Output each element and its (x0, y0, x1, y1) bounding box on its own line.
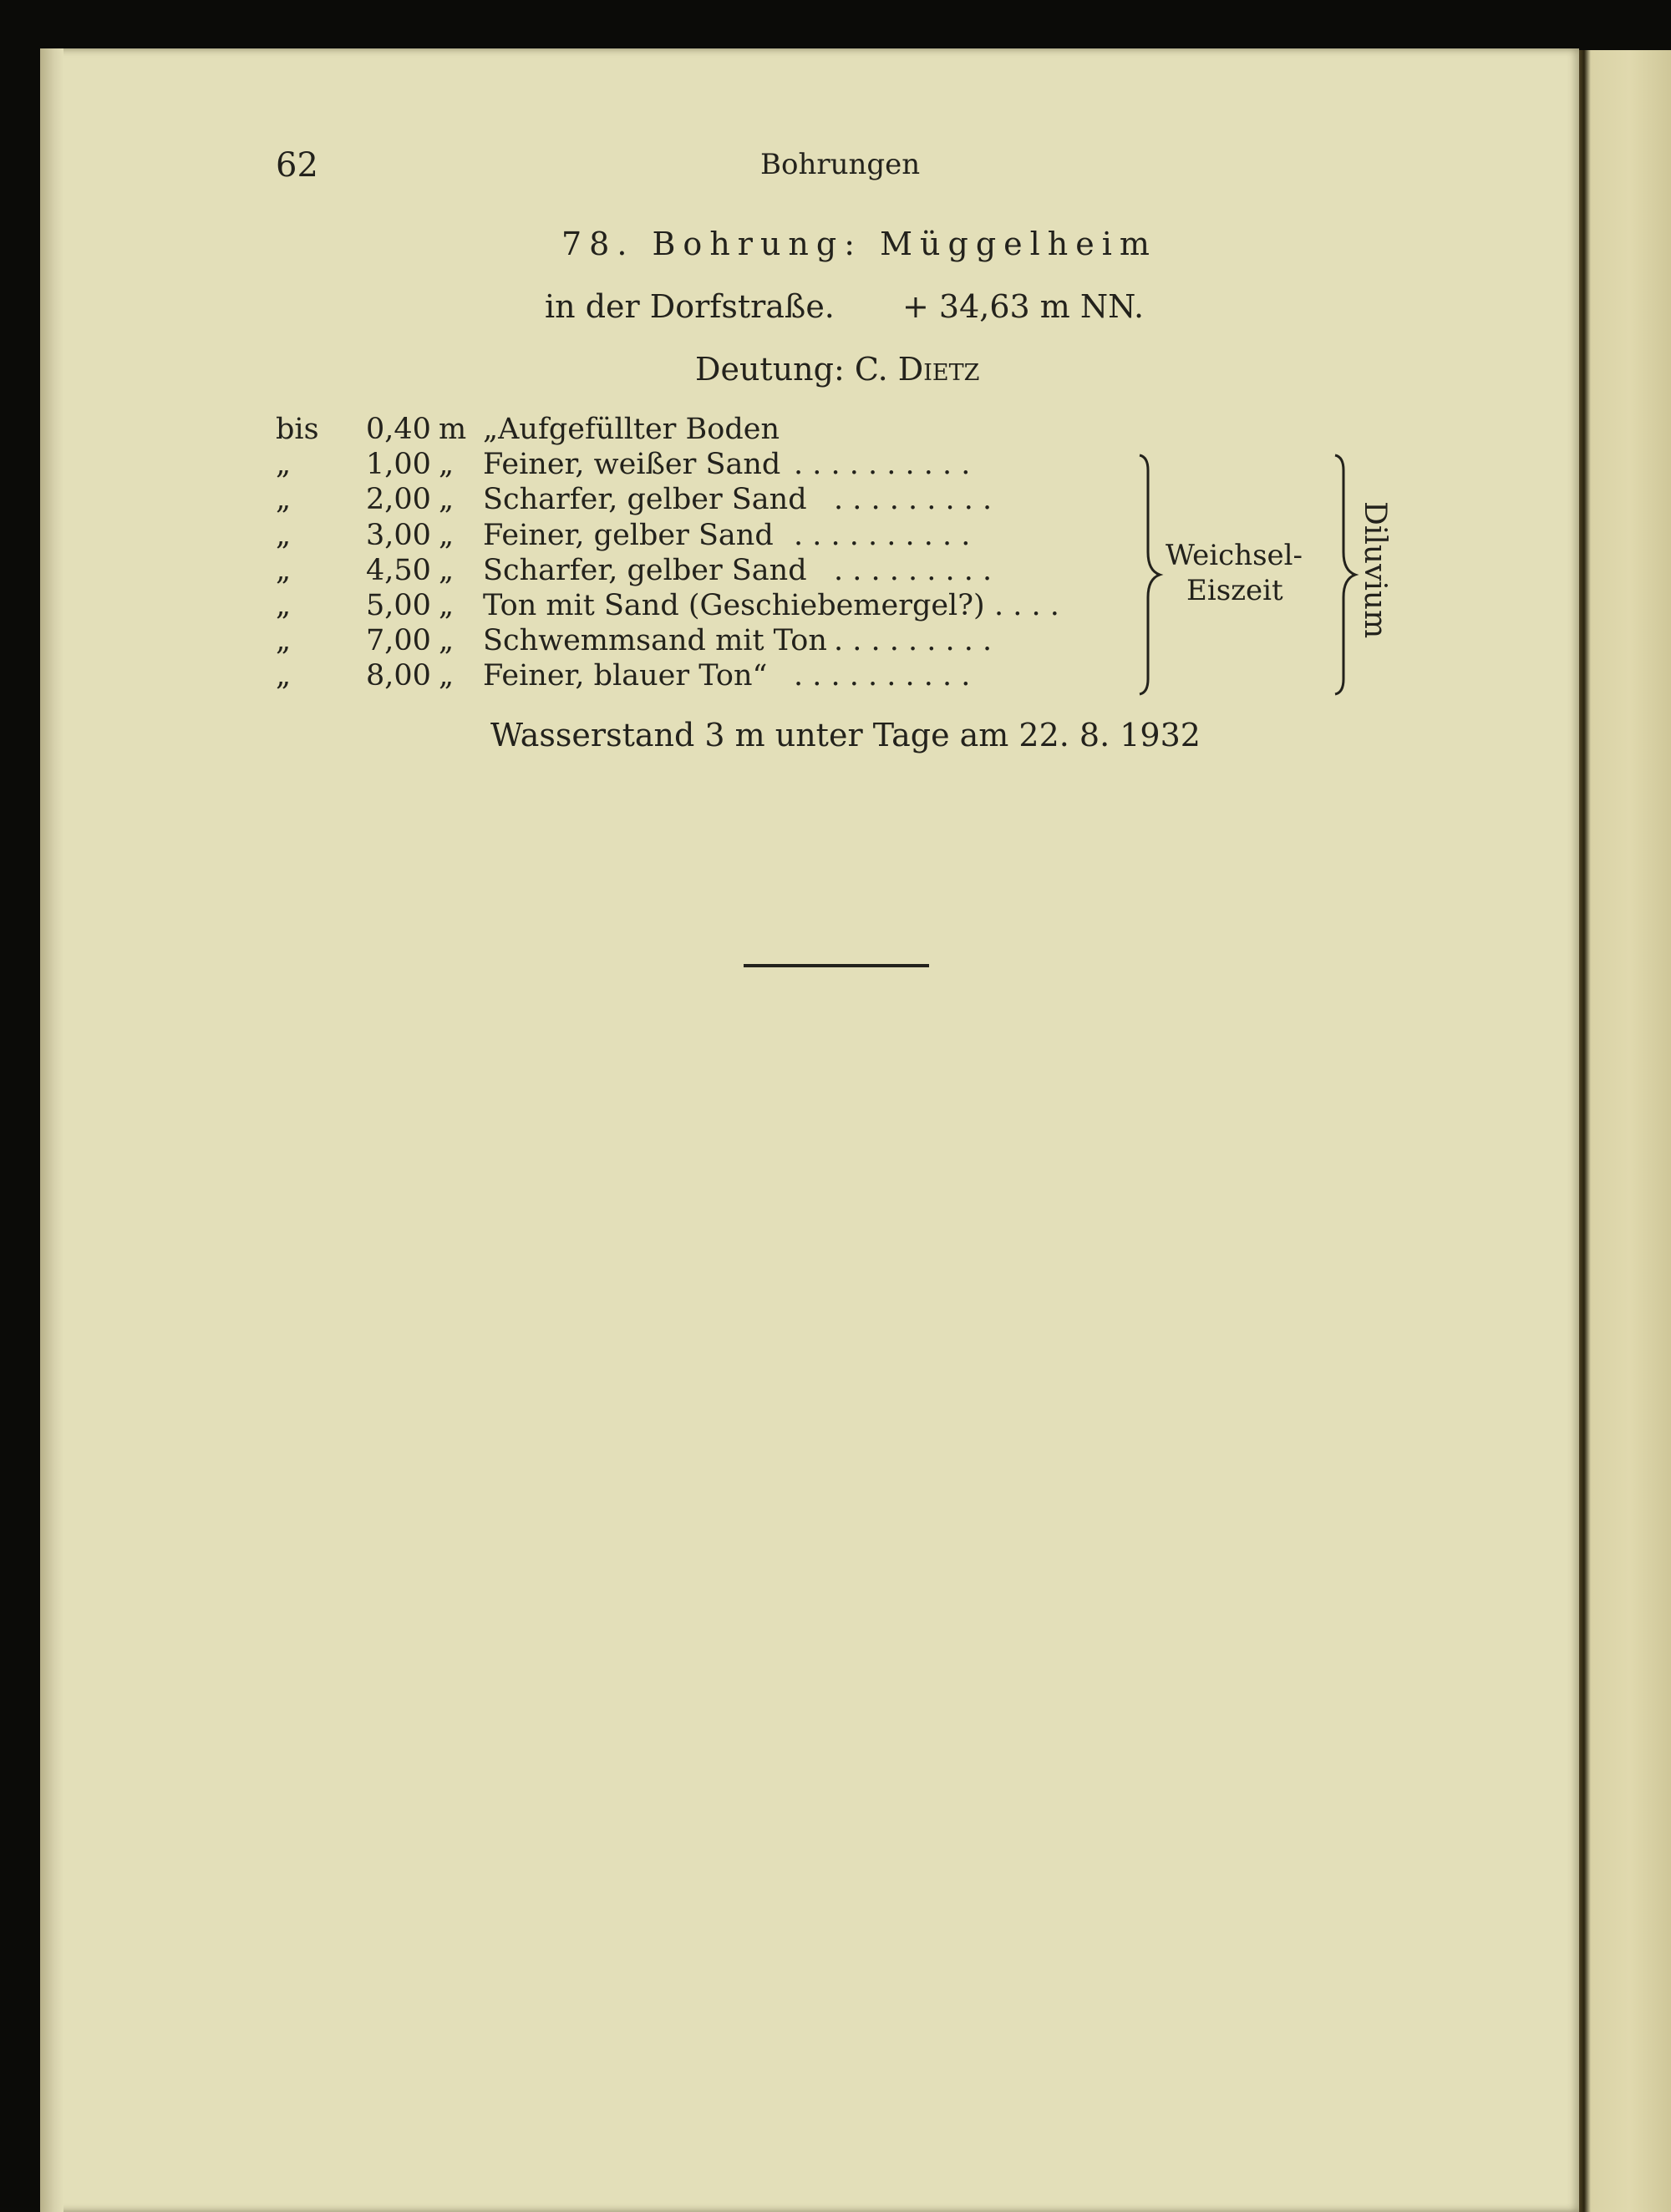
borehole-elevation: + 34,63 m NN. (902, 288, 1145, 325)
interpretation-label: Deutung: (695, 351, 845, 388)
leader-dots: . . . . . . . . . . (794, 659, 971, 693)
leader-dots: . . . . . . . . . . (794, 518, 971, 552)
layer-description: Scharfer, gelber Sand (483, 483, 807, 517)
depth-value: 3,00 (366, 518, 431, 552)
leader-dots: . . . . . . . . . (834, 483, 993, 517)
depth-value: 4,50 (366, 553, 431, 587)
stratigraphy-brace (1136, 454, 1170, 696)
period-label: Diluvium (1358, 501, 1392, 639)
depth-prefix: „ (276, 553, 292, 587)
interpretation-line (695, 351, 979, 388)
layer-description: „Aufgefüllter Boden (483, 413, 780, 446)
water-level-note: Wasserstand 3 m unter Tage am 22. 8. 1932 (490, 717, 1201, 753)
depth-unit: „ (439, 659, 455, 693)
depth-prefix: „ (276, 483, 292, 517)
layer-description: Scharfer, gelber Sand (483, 553, 807, 587)
running-head: Bohrungen (760, 148, 921, 181)
borehole-title: 78. Bohrung: Müggelheim (561, 226, 1157, 262)
depth-prefix: „ (276, 448, 292, 482)
leader-dots: . . . . . . . . . (834, 553, 993, 587)
depth-prefix: „ (276, 589, 292, 622)
layer-description: Schwemmsand mit Ton (483, 624, 827, 658)
depth-unit: m (439, 413, 467, 446)
leader-dots: . . . . . . . . . . (794, 448, 971, 482)
layer-description: Feiner, weißer Sand (483, 448, 781, 482)
depth-value: 1,00 (366, 448, 431, 482)
depth-unit: „ (439, 553, 455, 587)
layer-description: Feiner, gelber Sand (483, 518, 774, 552)
section-end-rule (744, 964, 929, 967)
period-brace (1327, 454, 1360, 696)
depth-value: 7,00 (366, 624, 431, 658)
depth-value: 5,00 (366, 589, 431, 622)
depth-prefix: „ (276, 624, 292, 658)
depth-prefix: bis (276, 413, 319, 446)
stratigraphy-label-line2: Eiszeit (1186, 574, 1283, 607)
leader-dots: . . . . (994, 589, 1059, 622)
depth-value: 0,40 (366, 413, 431, 446)
layer-description: Ton mit Sand (Geschiebemergel?) (483, 589, 985, 622)
depth-unit: „ (439, 518, 455, 552)
depth-value: 8,00 (366, 659, 431, 693)
depth-prefix: „ (276, 659, 292, 693)
depth-unit: „ (439, 448, 455, 482)
page-gutter-shadow (40, 48, 63, 2212)
leader-dots: . . . . . . . . . (834, 624, 993, 658)
page-number: 62 (276, 146, 318, 185)
interpretation-name: C. Dietz (854, 351, 980, 388)
next-page-edge (1579, 50, 1671, 2212)
depth-prefix: „ (276, 518, 292, 552)
depth-unit: „ (439, 589, 455, 622)
stratigraphy-label-line1: Weichsel- (1166, 539, 1303, 572)
depth-value: 2,00 (366, 483, 431, 517)
borehole-location: in der Dorfstraße. (545, 288, 835, 325)
depth-unit: „ (439, 624, 455, 658)
layer-description: Feiner, blauer Ton“ (483, 659, 768, 693)
depth-unit: „ (439, 483, 455, 517)
